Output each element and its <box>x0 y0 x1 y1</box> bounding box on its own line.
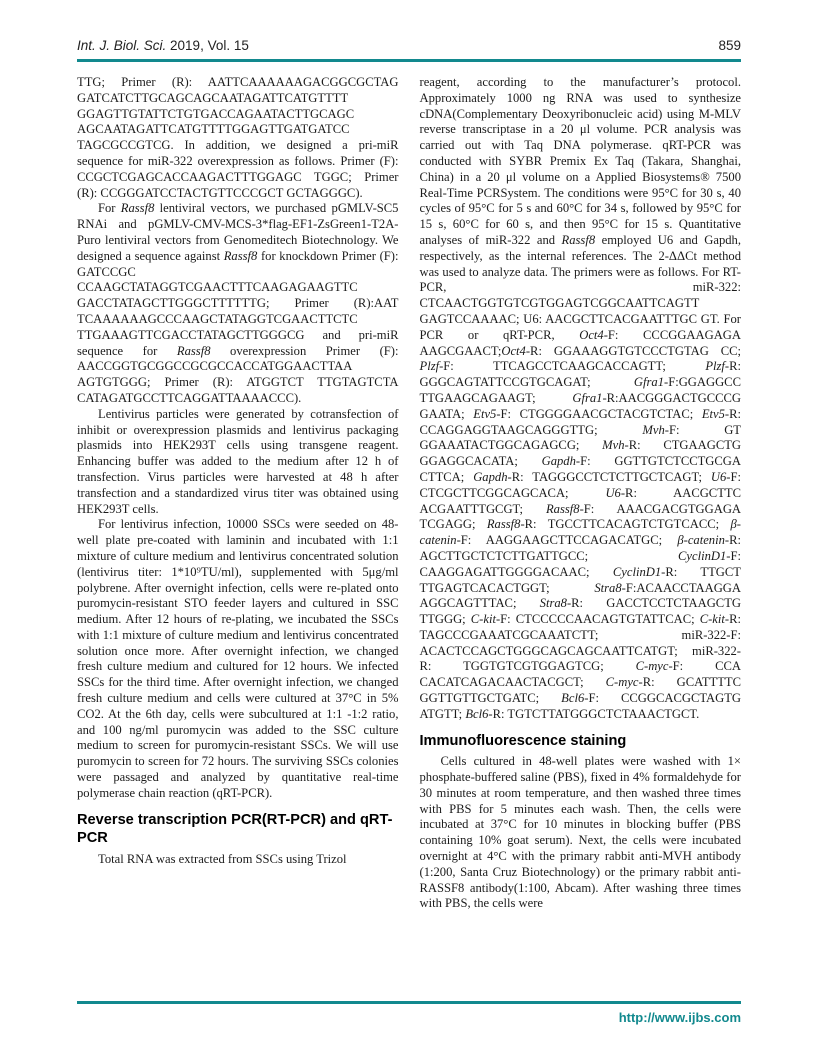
article-body <box>77 75 741 987</box>
footer-url[interactable]: http://www.ijbs.com <box>618 1010 741 1025</box>
paragraph: Total RNA was extracted from SSCs using Trizol <box>98 851 347 866</box>
paragraph: For lentivirus infection, 10000 SSCs were seeded on 48-well plate pre-coated with laminin and incubated with 1:1 mixture of culture medium and lentivirus concentrated solution (lentivirus titer: 1*10⁹TU/ml), supplemented with 5μg/ml polybrene. After overnight infection, cells were re-plated onto puromycin-resistant STO feeder layers and cultured in SSC medium. After 12 hours of re-plating, we incubated the SSCs with 1:1 mixture of culture medium and lentivirus concentrated solution once more. After overnight infection, we changed fresh culture medium and cultured for 12 hours. We infected SSCs for the third time. After overnight infection, we changed fresh culture medium and cells were cultured at 37°C in 5% CO2. At the 6th day, cells were subcultured at 1:1 -1:2 ratio, and 100 ng/ml puromycin was added to the SSC culture medium to screen for puromycin-resistant SSCs. We will use puromycin to screen for 72 hours. The surviving SSCs colonies were passaged and analyzed by quantitative real-time polymerase chain reaction (qRT-PCR). <box>77 517 399 800</box>
paragraph: TTG; Primer (R): AATTCAAAAAAGACGGCGCTAG GATCATCTTGCAGCAGCAATAGATTCATGTTTT GGAGTTGTATTCTGTGACCAGAATACTTGCAGC AGCAATAGATTCATGTTTTGGAGTTGATGATCC TAGCGCCGTCG. In addition, we designed a pri-miR sequence for miR-322 overexpression as follows. Primer (F): CCGCTCGAGCACCAAGACTTTGGAGC TGGC; Primer (R): CCGGGATCCTACTGTTCCCGCT GCTAGGGC). <box>77 75 399 200</box>
journal-volume: 2019, Vol. 15 <box>166 38 249 53</box>
journal-abbreviation: Int. J. Biol. Sci. <box>77 38 167 53</box>
section-heading: Reverse transcription PCR(RT-PCR) and qRT-PCR <box>77 811 393 847</box>
section-heading: Immunofluorescence staining <box>419 732 627 749</box>
paragraph: Lentivirus particles were generated by cotransfection of inhibit or overexpression plasmids and lentivirus packaging plasmids into HEK293T cells using transgene reagent. Enhancing buffer was added to the medium after 12 h of transfection. Virus particles were harvested at 48 h after transfection and a standardized virus titer was obtained using HEK293T cells. <box>77 406 399 516</box>
paragraph: For Rassf8 lentiviral vectors, we purchased pGMLV-SC5 RNAi and pGMLV-CMV-MCS-3*flag-EF1-ZsGreen1-T2A-Puro lentiviral vectors from Genomeditech Biotechnology. We designed a sequence against Rassf8 for knockdown Primer (F): GATCCGC CCAAGCTATAGGTCGAACTTTCAAGAGAAGTTC GACCTATAGCTTGGGCTTTTTTG; Primer (R):AAT TCAAAAAAGCCCAAGCTATAGGTCGAACTTCTC TTGAAAGTTCGACCTATAGCTTGGGCG and pri-miR sequence for Rassf8 overexpression Primer (F): AACCGGTGCGGCCGCGCCACCATGGAACTTAA AGTGTGGG; Primer (R): ATGGTCT TTGTAGTCTA CATAGATGCCTTCAGGATTAAAACCC). <box>77 201 399 405</box>
left-column <box>77 75 399 987</box>
right-column <box>420 75 742 987</box>
journal-title <box>77 38 249 53</box>
footer-rule <box>77 1001 741 1004</box>
paragraph: reagent, according to the manufacturer’s protocol. Approximately 1000 ng RNA was used to synthesize cDNA(Complementary Deoxyribonucleic acid) using M-MLV reverse transcriptase in a 20 μl volume. PCR analysis was carried out with Taq DNA polymerase. qRT-PCR was conducted with SYBR Premix Ex Taq (Takara, Shanghai, China) in a 20 μl volume on a Applied Biosystems® 7500 Real-Time PCRSystem. The conditions were 95°C for 30 s, 40 cycles of 95°C for 5 s and 60°C for 34 s, followed by 95°C for 15 s, 60°C for 60 s, and then 95°C for 15 s. Quantitative analyses of miR-322 and Rassf8 employed U6 and Gapdh, respectively, as the internal references. The 2-ΔΔCt method was used to analyze data. The primers were as follows. For RT-PCR, miR-322: CTCAACTGGTGTCGTGGAGTCGGCAATTCAGTT GAGTCCAAAAC; U6: AACGCTTCACGAATTTGC GT. For PCR or qRT-PCR, Oct4-F: CCCGGAAGAGA AAGCGAACT;Oct4-R: GGAAAGGTGTCCCTGTAG CC; Plzf-F: TTCAGCCTCAAGCACCAGTT; Plzf-R: GGGCAGTATTCCGTGCAGAT; Gfra1-F:GGAGGCC TTGAAGCAGAAGT; Gfra1-R:AACGGGACTGCCCG GAATA; Etv5-F: CTGGGGAACGCTACGTCTAC; Etv5-R: CCAGGAGGTAAGCAGGGTTG; Mvh-F: GT GGAAATACTGGCAGAGCG; Mvh-R: CTGAAGCTG GGAGGCACATA; Gapdh-F: GGTTGTCTCCTGCGA CTTCA; Gapdh-R: TAGGGCCTCTCTTGCTCAGT; U6-F: CTCGCTTCGGCAGCACA; U6-R: AACGCTTC ACGAATTTGCGT; Rassf8-F: AAACGACGTGGAGA TCGAGG; Rassf8-R: TGCCTTCACAGTCTGTCACC; β-catenin-F: AAGGAAGCTTCCAGACATGC; β-catenin-R: AGCTTGCTCTCTTGATTGCC; CyclinD1-F: CAAGGAGATTGGGGACAAC; CyclinD1-R: TTGCT TTGAGTCACACTGGT; Stra8-F:ACAACCTAAGGA AGGCAGTTTAC; Stra8-R: GACCTCCTCTAAGCTG TTGGG; C-kit-F: CTCCCCCAACAGTGTATTCAC; C-kit-R: TAGCCCGAAATCGCAAATCTT; miR-322-F: ACACTCCAGCTGGGCAGCAGCAATTCATGT; miR-322-R: TGGTGTCGTGGAGTCG; C-myc-F: CCA CACATCAGACAACTACGCT; C-myc-R: GCATTTTC GGTTGTTGCTGATC; Bcl6-F: CCGGCACGCTAGTG ATGTT; Bcl6-R: TGTCTTATGGGCTCTAAACTGCT. <box>419 75 741 721</box>
page-header <box>77 38 741 62</box>
paragraph: Cells cultured in 48-well plates were washed with 1× phosphate-buffered saline (PBS), fixed in 4% formaldehyde for 30 minutes at room temperature, and then washed three times with PBS for 5 minutes each wash. Then, the cells were incubated at 37°C for 10 minutes in blocking buffer (PBS containing 10% goat serum). Next, the cells were incubated overnight at 4°C with the primary rabbit anti-MVH antibody (1:200, Santa Cruz Biotechnology) or the primary rabbit anti-RASSF8 antibody(1:100, Abcam). After washing three times with PBS, the cells were <box>419 754 741 911</box>
page-number: 859 <box>718 38 741 53</box>
